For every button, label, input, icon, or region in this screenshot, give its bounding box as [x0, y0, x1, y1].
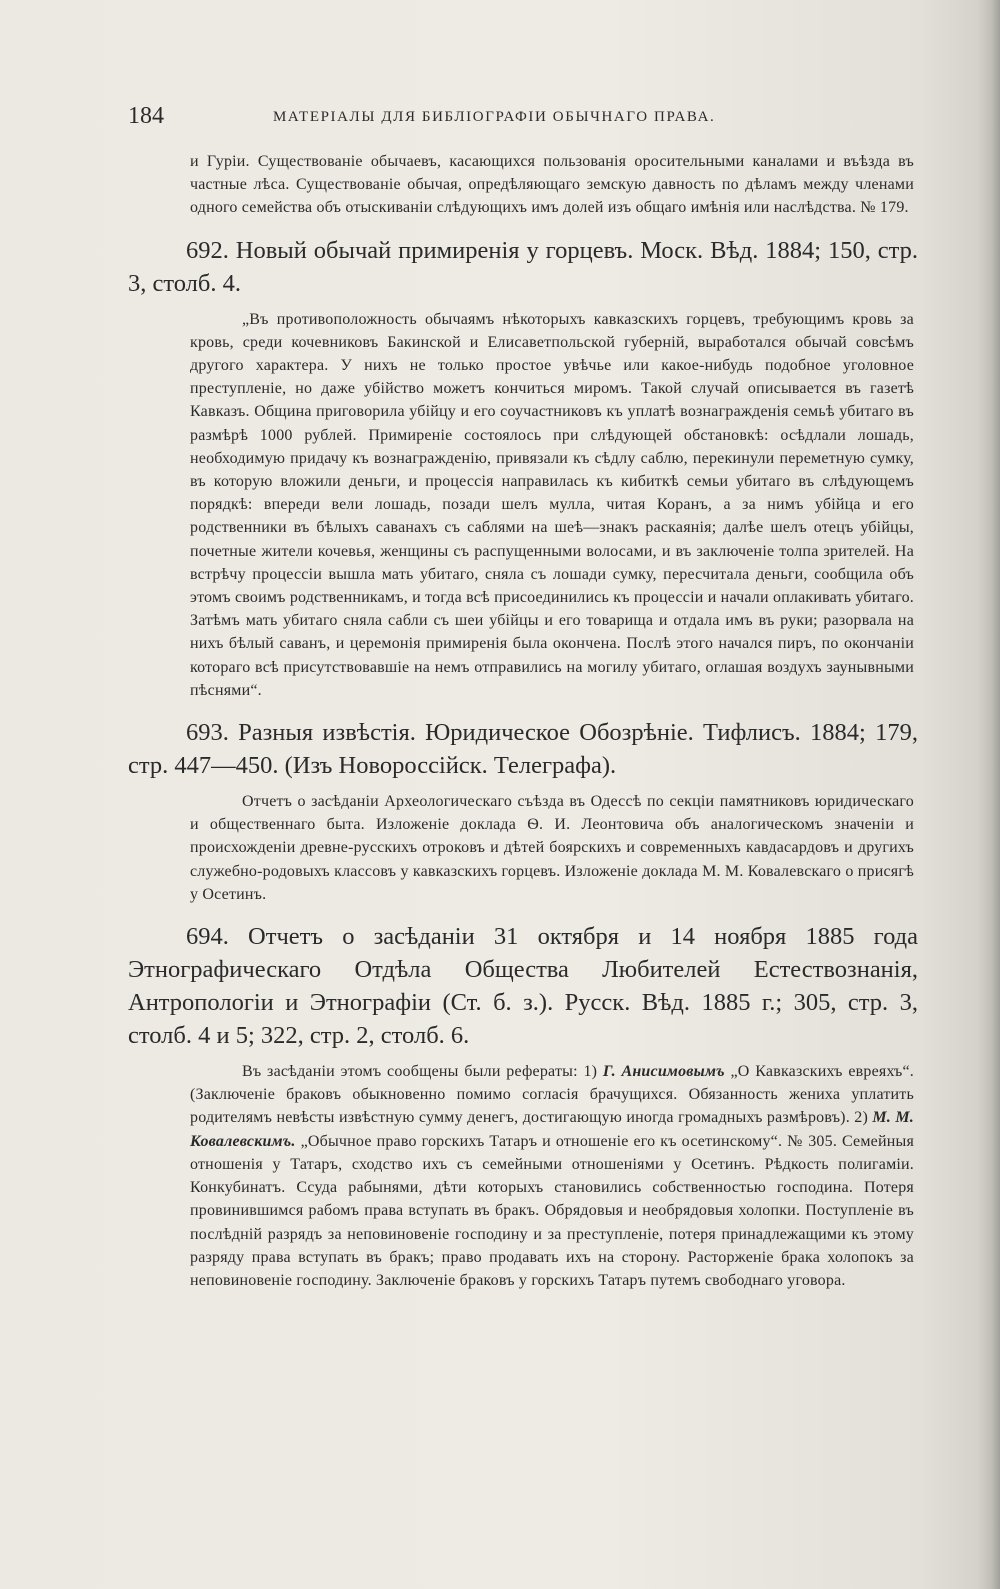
- page-body: [128, 150, 918, 1292]
- author-kovalevsky: М. М. Ковалевскимъ.: [190, 1109, 915, 1150]
- page-edge-shadow: [978, 0, 1000, 1589]
- entry-693-text: Отчетъ о засѣданіи Археологическаго съѣзда въ Одессѣ по секціи памятниковъ юридическаго и общественнаго быта. Изложеніе доклада Ѳ. И. Леонтовича объ аналогическомъ значеніи и происхожденіи древне-русскихъ отроковъ и дѣтей боярскихъ и современныхъ кавдасардовъ и другихъ служебно-родовыхъ классовъ у кавказскихъ горцевъ. Изложеніе доклада М. М. Ковалевскаго о присягѣ у Осетинъ.: [190, 793, 914, 903]
- entry-694-text-part-3: „Обычное право горскихъ Татаръ и отношеніе его къ осетинскому“. № 305. Семейныя отношенія у Татаръ, сходство ихъ съ семейными отношеніями у Осетинъ. Рѣдкость полигаміи. Конкубинатъ. Ссуда рабынями, дѣти которыхъ становились собственностью господина. Потеря провинившимся рабомъ права вступать въ бракъ. Обрядовыя и необрядовыя холопки. Поступленіе въ послѣдній разрядъ за неповиновеніе господину и за преступленіе, потеря принадлежащими къ этому разряду права вступать въ бракъ; право продавать ихъ на сторону. Расторженіе брака холопокъ за неповиновеніе господину. Заключеніе браковъ у горскихъ Татаръ путемъ свободнаго уговора.: [190, 1132, 914, 1289]
- entry-694-heading: 694. Отчетъ о засѣданіи 31 октября и 14 ноября 1885 года Этнографическаго Отдѣла Общества Любителей Естествознанія, Антропологіи и Этнографіи (Ст. б. з.). Русск. Вѣд. 1885 г.; 305, стр. 3, столб. 4 и 5; 322, стр. 2, столб. 6.: [128, 923, 918, 1050]
- continuation-paragraph: и Гуріи. Существованіе обычаевъ, касающихся пользованія оросительными каналами и въѣзда въ частные лѣса. Существованіе обычая, опредѣляющаго земскую давность по дѣламъ между членами одного семейства объ отыскиваніи слѣдующихъ имъ долей изъ общаго имѣнія или наслѣдства. № 179.: [190, 153, 914, 217]
- running-title: МАТЕРІАЛЫ ДЛЯ БИБЛІОГРАФІИ ОБЫЧНАГО ПРАВА.: [273, 109, 716, 125]
- entry-694-text-part-2: „О Кавказскихъ евреяхъ“. (Заключеніе браковъ обыкновенно помимо согласія брачущихся. Обязанность жениха уплатить родителямъ невѣсты извѣстную сумму денегъ, достигающую иногда громадныхъ размѣровъ). 2): [190, 1063, 915, 1127]
- page-header: [128, 103, 918, 137]
- author-anisimov: Г. Анисимовымъ: [602, 1063, 725, 1081]
- entry-692-text: „Въ противоположность обычаямъ нѣкоторыхъ кавказскихъ горцевъ, требующимъ кровь за кровь, среди кочевниковъ Бакинской и Елисаветпольской губерній, выработался обычай совсѣмъ другого характера. У нихъ не только простое увѣчье или какое-нибудь подобное уголовное преступленіе, но даже убійство можетъ кончиться миромъ. Такой случай описывается въ газетѣ Кавказъ. Община приговорила убійцу и его соучастниковъ къ уплатѣ вознагражденія семьѣ убитаго въ размѣрѣ 1000 рублей. Примиреніе состоялось при слѣдующей обстановкѣ: осѣдлали лошадь, необходимую придачу къ вознагражденію, привязали къ сѣдлу саблю, перекинули переметную сумку, въ которую вложили деньги, и процессія направилась къ кибиткѣ семьи убитаго въ слѣдующемъ порядкѣ: впереди вели лошадь, позади шелъ мулла, читая Коранъ, а за нимъ убійца и его родственники въ бѣлыхъ саванахъ съ саблями на шеѣ—знакъ раскаянія; далѣе шелъ отецъ убійцы, почетные жители кочевья, женщины съ распущенными волосами, и въ заключеніе толпа зрителей. На встрѣчу процессіи вышла мать убитаго, сняла съ лошади сумку, пересчитала деньги, сообщила объ этомъ своимъ родственникамъ, и тогда всѣ присоединились къ процессіи и начали оплакивать убитаго. Затѣмъ мать убитаго сняла сабли съ шеи убійцы и его товарища и отдала имъ въ руки; разорвала на нихъ бѣлый саванъ, и церемонія примиренія была окончена. Послѣ этого начался пиръ, по окончаніи котораго всѣ присутствовавшіе на немъ отправились на могилу убитаго, оглашая воздухъ заунывными пѣснями“.: [190, 310, 914, 699]
- entry-692-heading: 692. Новый обычай примиренія у горцевъ. Моск. Вѣд. 1884; 150, стр. 3, столб. 4.: [128, 236, 918, 297]
- entry-694-text: [128, 1060, 918, 1292]
- entry-694-text-part-1: Въ засѣданіи этомъ сообщены были рефераты: 1): [242, 1063, 603, 1081]
- page-number: 184: [128, 103, 164, 129]
- entry-693-heading: 693. Разныя извѣстія. Юридическое Обозрѣніе. Тифлисъ. 1884; 179, стр. 447—450. (Изъ Новороссійск. Телеграфа).: [128, 719, 918, 780]
